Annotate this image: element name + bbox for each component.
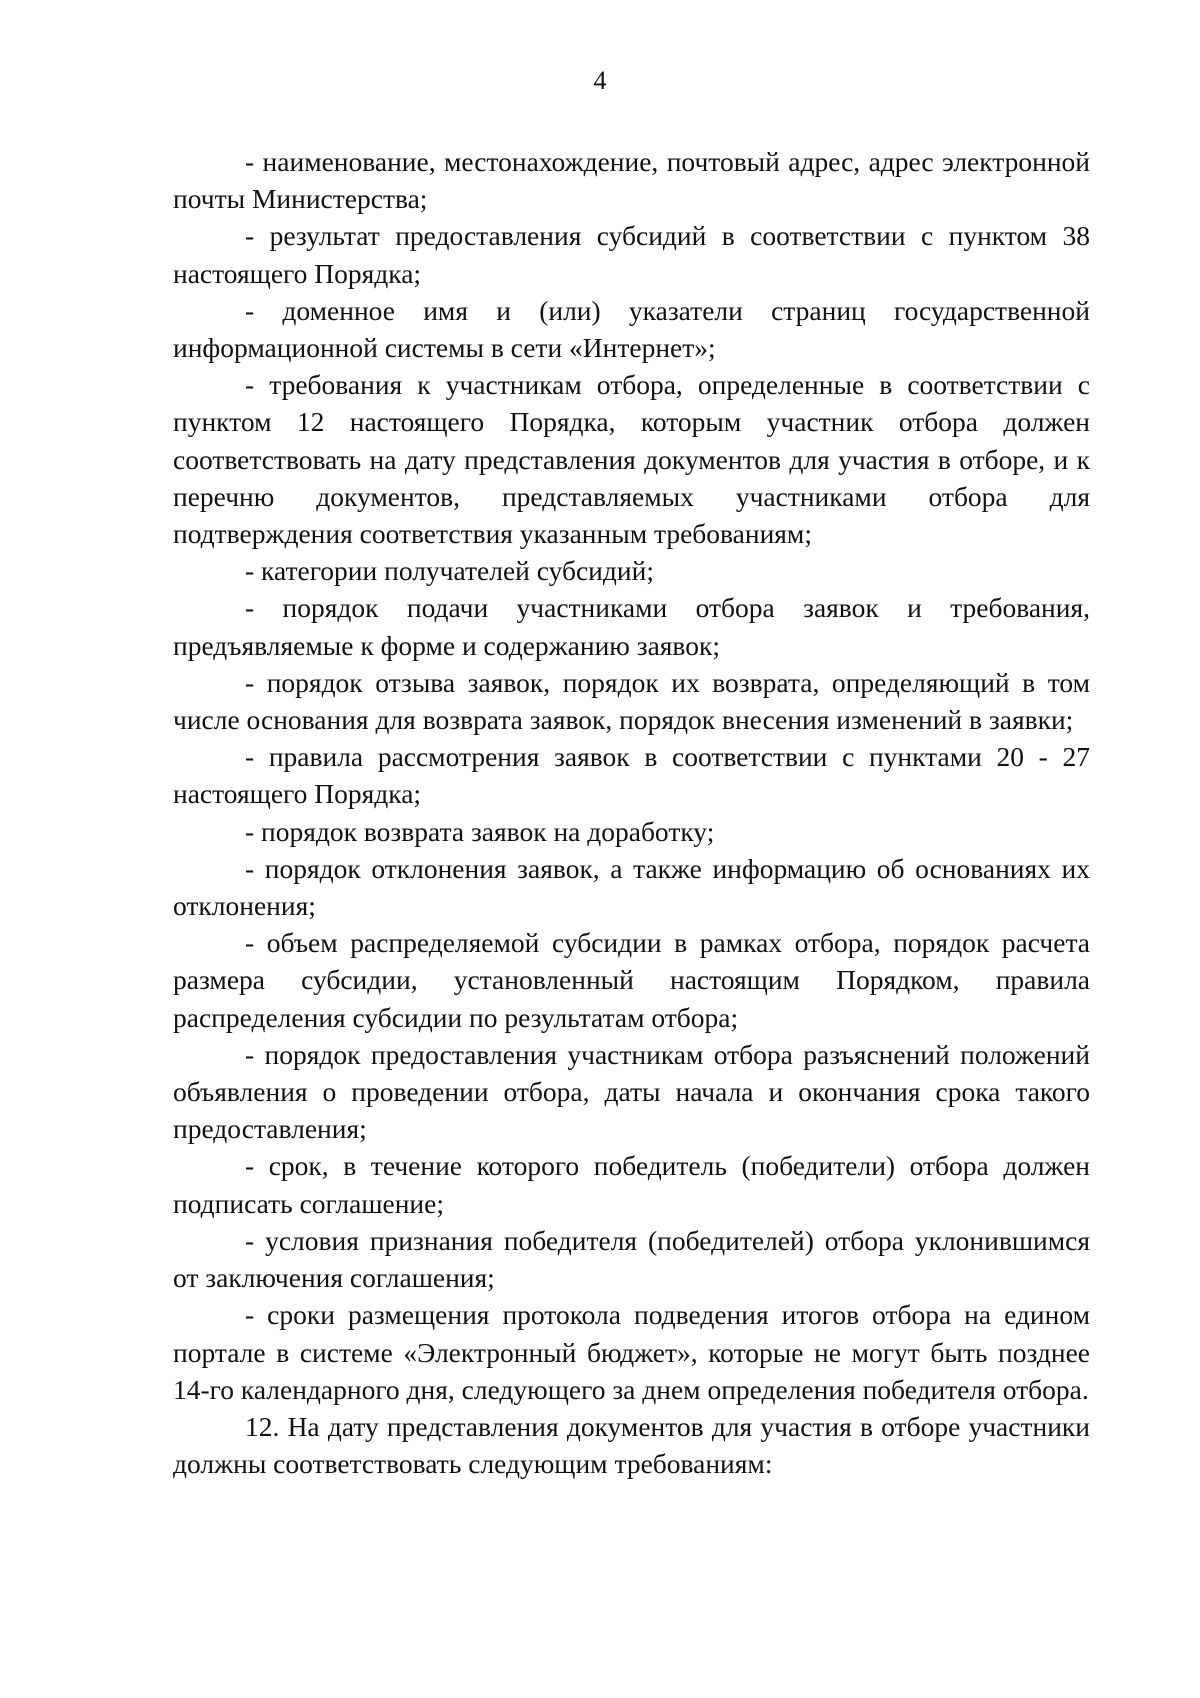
list-item-subsidy-volume: - объем распределяемой субсидии в рамках отбора, порядок расчета размера субсидии, установленный настоящим Порядком, правила распределения субсидии по результатам отбора; xyxy=(173,927,1090,1033)
list-item-domain-name: - доменное имя и (или) указатели страниц государственной информационной системы в сети «Интернет»; xyxy=(173,294,1090,364)
list-item-rejection-procedure: - порядок отклонения заявок, а также информацию об основаниях их отклонения; xyxy=(173,852,1090,922)
list-item-protocol-deadlines: - сроки размещения протокола подведения итогов отбора на едином портале в системе «Электронный бюджет», которые не могут быть позднее 14-го календарного дня, следующего за днем определения победителя отбора. xyxy=(173,1299,1090,1405)
document-body xyxy=(173,143,1090,1482)
list-item-review-rules: - правила рассмотрения заявок в соответствии с пунктами 20 - 27 настоящего Порядка; xyxy=(173,741,1090,810)
list-item-evasion-conditions: - условия признания победителя (победителей) отбора уклонившимся от заключения соглашения; xyxy=(173,1224,1090,1294)
list-item-name-location-address: - наименование, местонахождение, почтовый адрес, адрес электронной почты Министерства; xyxy=(173,146,1090,215)
list-item-participant-requirements: - требования к участникам отбора, определенные в соответствии с пунктом 12 настоящего Порядка, которым участник отбора должен соответствовать на дату представления документов для участия в отборе, и к перечню документов, представляемых участниками отбора для подтверждения соответствия указанным требованиям; xyxy=(173,369,1090,550)
list-item-withdrawal-procedure: - порядок отзыва заявок, порядок их возврата, определяющий в том числе основания для возврата заявок, порядок внесения изменений в заявки; xyxy=(173,666,1090,736)
page-number: 4 xyxy=(593,66,607,95)
list-item-signing-deadline: - срок, в течение которого победитель (победители) отбора должен подписать соглашение; xyxy=(173,1150,1090,1219)
list-item-return-for-revision: - порядок возврата заявок на доработку; xyxy=(245,815,715,847)
section-12-requirements: 12. На дату представления документов для участия в отборе участники должны соответствовать следующим требованиям: xyxy=(173,1410,1090,1480)
list-item-clarifications: - порядок предоставления участникам отбора разъяснений положений объявления о проведении отбора, даты начала и окончания срока такого предоставления; xyxy=(173,1038,1090,1145)
list-item-application-procedure: - порядок подачи участниками отбора заявок и требования, предъявляемые к форме и содержанию заявок; xyxy=(173,592,1090,661)
list-item-recipient-categories: - категории получателей субсидий; xyxy=(245,555,654,587)
list-item-result: - результат предоставления субсидий в соответствии с пунктом 38 настоящего Порядка; xyxy=(173,220,1090,289)
